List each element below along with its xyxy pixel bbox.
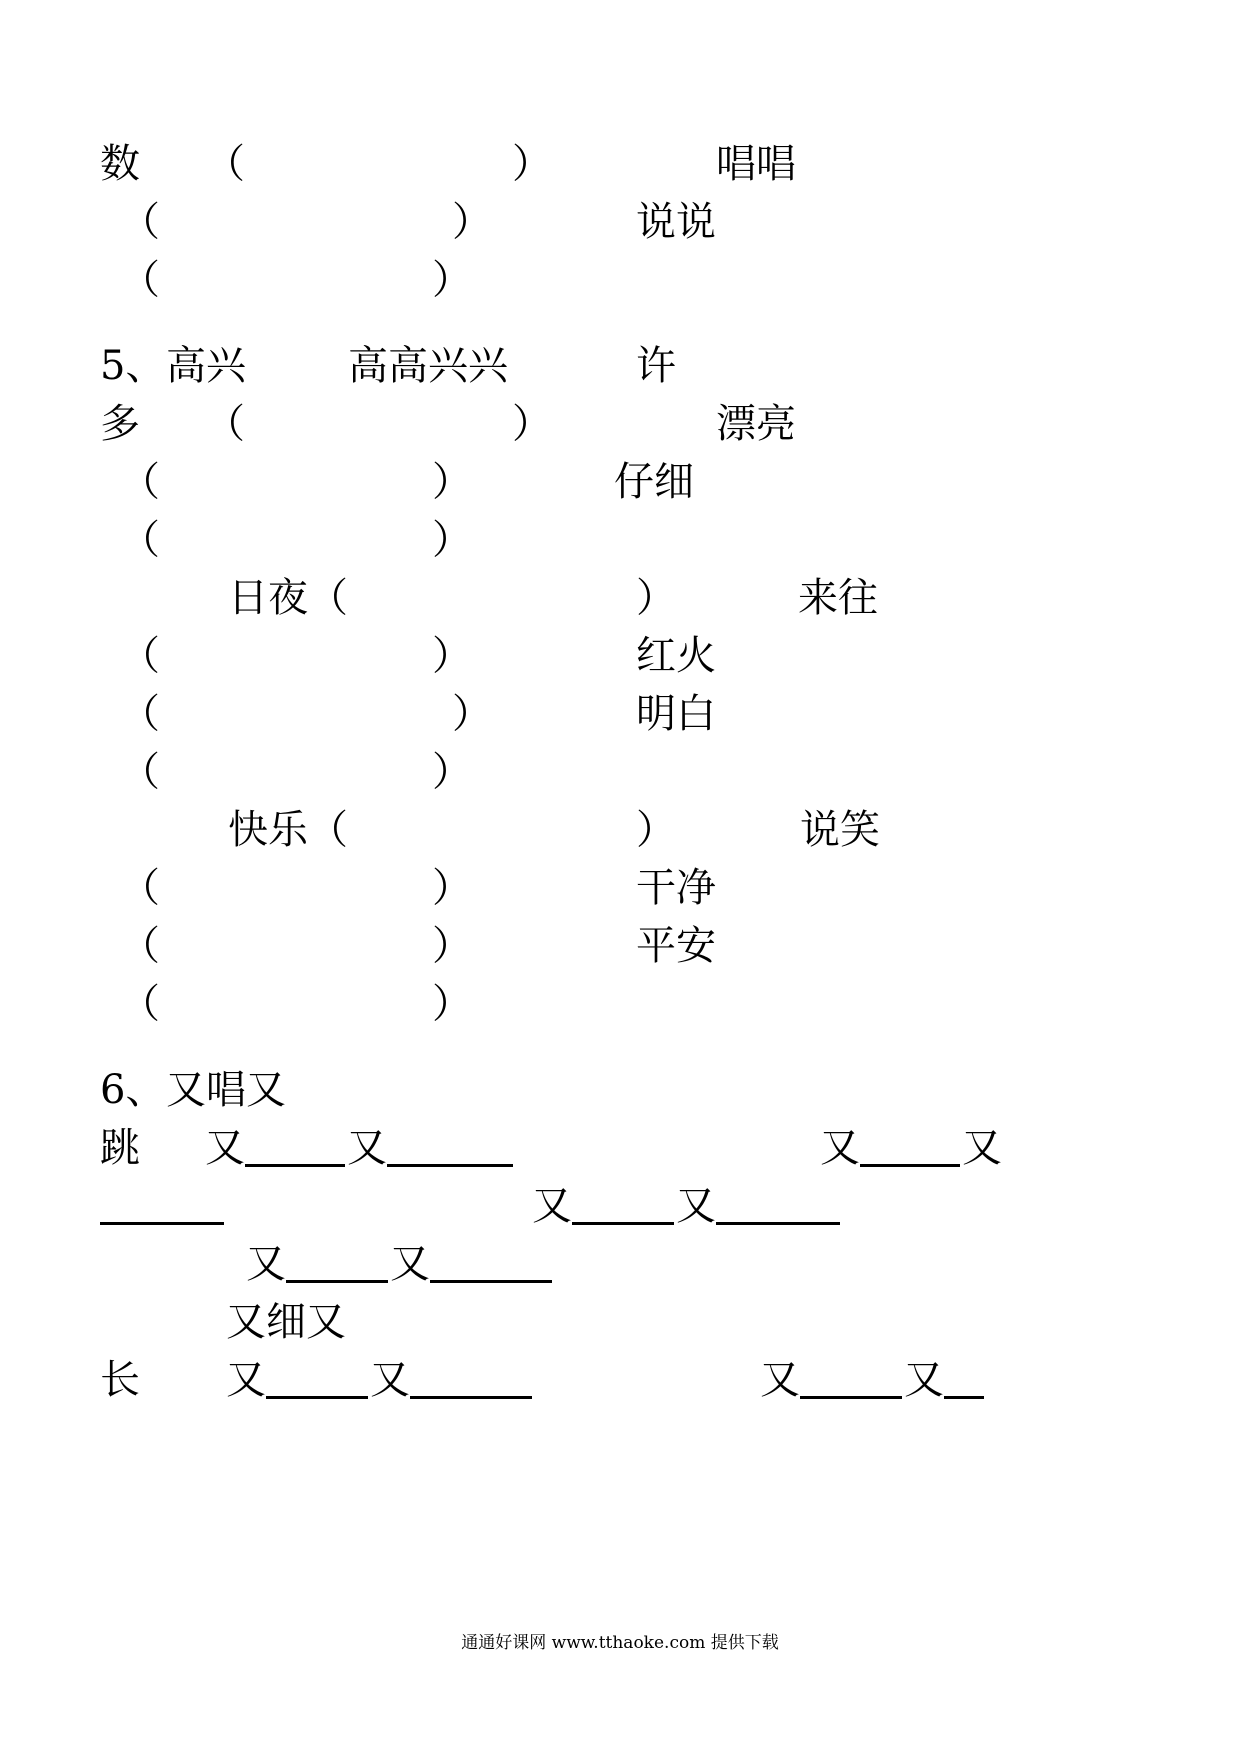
word-prefix: 多 — [100, 401, 140, 447]
word-example: 仔细 — [614, 459, 694, 505]
open-paren: （ — [120, 459, 160, 505]
pattern-char: 又 — [676, 1183, 716, 1229]
word-example: 干净 — [636, 865, 716, 911]
word-example: 日夜（ — [228, 575, 348, 621]
close-paren: ） — [636, 575, 676, 621]
pattern-char: 又 — [760, 1357, 800, 1403]
close-paren: ） — [452, 691, 492, 737]
word-example: 又细又 — [226, 1299, 346, 1345]
word-prefix: 长 — [100, 1357, 140, 1403]
answer-blank[interactable] — [387, 1164, 513, 1167]
pattern-char: 又 — [390, 1241, 430, 1287]
pattern-char: 又 — [820, 1125, 860, 1171]
answer-blank[interactable] — [572, 1222, 674, 1225]
word-example: 红火 — [636, 633, 716, 679]
word-example: 漂亮 — [716, 401, 796, 447]
open-paren: （ — [120, 865, 160, 911]
close-paren: ） — [432, 459, 472, 505]
word-prefix: 跳 — [100, 1125, 140, 1171]
word-example: 明白 — [636, 691, 716, 737]
close-paren: ） — [432, 923, 472, 969]
word-example: 平安 — [636, 923, 716, 969]
word-prefix: 数 — [100, 141, 140, 187]
close-paren: ） — [512, 401, 552, 447]
answer-blank[interactable] — [944, 1396, 984, 1399]
open-paren: （ — [205, 141, 245, 187]
word-example: 快乐（ — [228, 807, 348, 853]
open-paren: （ — [120, 257, 160, 303]
pattern-char: 又 — [347, 1125, 387, 1171]
word-example: 说说 — [636, 199, 716, 245]
open-paren: （ — [120, 517, 160, 563]
question-number: 5、 — [100, 343, 166, 389]
open-paren: （ — [120, 199, 160, 245]
question-number: 6、 — [100, 1067, 166, 1113]
word-example: 来往 — [798, 575, 878, 621]
pattern-char: 又 — [904, 1357, 944, 1403]
answer-blank[interactable] — [430, 1280, 552, 1283]
answer-blank[interactable] — [245, 1164, 345, 1167]
word-example: 唱唱 — [716, 141, 796, 187]
word-example: 说笑 — [800, 807, 880, 853]
close-paren: ） — [432, 517, 472, 563]
open-paren: （ — [120, 981, 160, 1027]
page-footer: 通通好课网 www.tthaoke.com 提供下载 — [461, 1633, 779, 1653]
word-example: 高高兴兴 — [348, 343, 508, 389]
pattern-char: 又 — [532, 1183, 572, 1229]
word-example: 又唱又 — [166, 1067, 286, 1113]
pattern-char: 又 — [246, 1241, 286, 1287]
open-paren: （ — [205, 401, 245, 447]
pattern-char: 又 — [226, 1357, 266, 1403]
pattern-char: 又 — [205, 1125, 245, 1171]
answer-blank[interactable] — [286, 1280, 388, 1283]
answer-blank[interactable] — [266, 1396, 368, 1399]
close-paren: ） — [636, 807, 676, 853]
open-paren: （ — [120, 923, 160, 969]
close-paren: ） — [452, 199, 492, 245]
close-paren: ） — [512, 141, 552, 187]
open-paren: （ — [120, 633, 160, 679]
word-example: 高兴 — [166, 343, 246, 389]
close-paren: ） — [432, 257, 472, 303]
answer-blank[interactable] — [860, 1164, 960, 1167]
close-paren: ） — [432, 633, 472, 679]
pattern-char: 又 — [962, 1125, 1002, 1171]
word-prefix: 许 — [636, 343, 676, 389]
answer-blank[interactable] — [716, 1222, 840, 1225]
open-paren: （ — [120, 691, 160, 737]
open-paren: （ — [120, 749, 160, 795]
pattern-char: 又 — [370, 1357, 410, 1403]
answer-blank[interactable] — [100, 1222, 224, 1225]
close-paren: ） — [432, 749, 472, 795]
close-paren: ） — [432, 981, 472, 1027]
close-paren: ） — [432, 865, 472, 911]
answer-blank[interactable] — [410, 1396, 532, 1399]
answer-blank[interactable] — [800, 1396, 902, 1399]
